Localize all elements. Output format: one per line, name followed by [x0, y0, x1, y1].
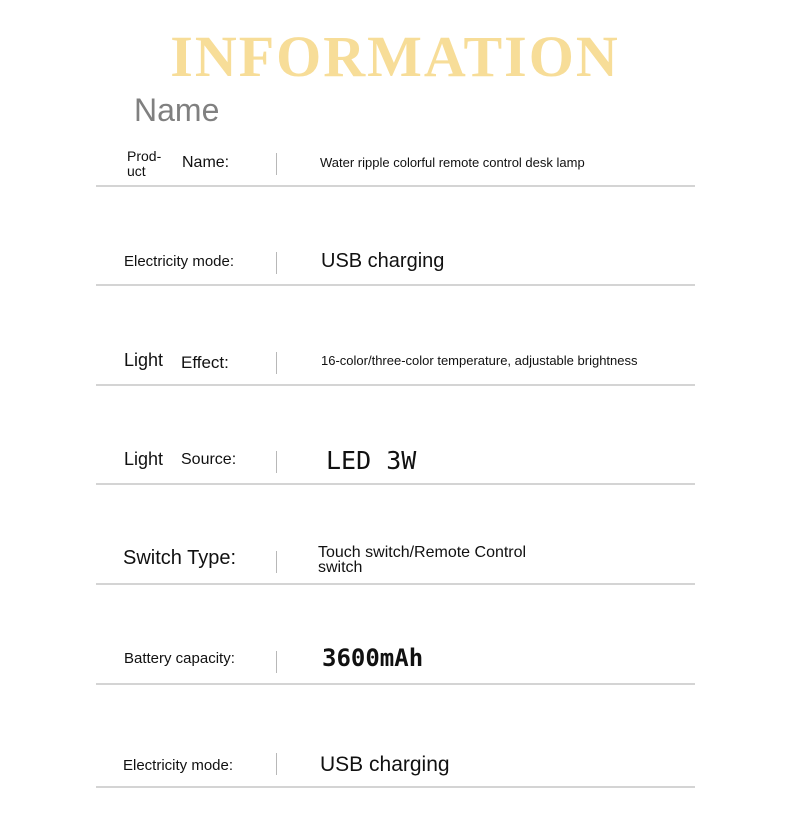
spec-label-product-part2: Name: [182, 154, 230, 171]
column-divider [276, 651, 277, 673]
spec-label-light-source-part1: Light [124, 449, 164, 469]
spec-label-light-effect-part1: Light [124, 350, 164, 370]
spec-row-battery-capacity [96, 625, 695, 685]
row-divider [96, 683, 695, 685]
spec-row-light-source [96, 425, 695, 485]
column-divider [276, 551, 277, 573]
spec-row-electricity-mode-2 [96, 728, 695, 788]
row-divider [96, 185, 695, 187]
spec-row-product-name [96, 127, 695, 187]
spec-value-light-effect: 16-color/three-color temperature, adjustable brightness [321, 353, 638, 368]
spec-row-electricity-mode-1 [96, 226, 695, 286]
spec-value-electricity-mode-2: USB charging [320, 753, 450, 776]
spec-label-product-part1-line1: Prod- [127, 148, 162, 164]
row-divider [96, 483, 695, 485]
spec-row-light-effect [96, 326, 695, 386]
spec-label-electricity-mode-2: Electricity mode: [123, 757, 234, 774]
spec-value-product-name: Water ripple colorful remote control desk lamp [320, 155, 585, 170]
spec-value-battery-capacity: 3600mAh [322, 644, 424, 672]
spec-value-switch-type-line1: Touch switch/Remote Control [318, 544, 527, 561]
row-divider [96, 786, 695, 788]
column-divider [276, 753, 277, 775]
column-divider [276, 352, 277, 374]
spec-label-battery-capacity: Battery capacity: [124, 650, 235, 667]
spec-label-electricity-mode-1: Electricity mode: [124, 253, 235, 270]
spec-label-light-effect-part2: Effect: [181, 353, 229, 372]
spec-value-light-source: LED 3W [326, 446, 417, 475]
page-title: INFORMATION [170, 24, 620, 89]
row-divider [96, 284, 695, 286]
column-divider [276, 153, 277, 175]
page-subtitle: Name [134, 92, 220, 128]
spec-label-light-source-part2: Source: [181, 451, 237, 468]
column-divider [276, 451, 277, 473]
row-divider [96, 384, 695, 386]
spec-label-product-part1-line2: uct [127, 163, 146, 179]
spec-row-switch-type [96, 525, 695, 585]
spec-label-switch-type: Switch Type: [123, 547, 237, 569]
row-divider [96, 583, 695, 585]
spec-value-switch-type-line2: switch [318, 559, 363, 576]
column-divider [276, 252, 277, 274]
spec-value-electricity-mode-1: USB charging [321, 250, 445, 272]
